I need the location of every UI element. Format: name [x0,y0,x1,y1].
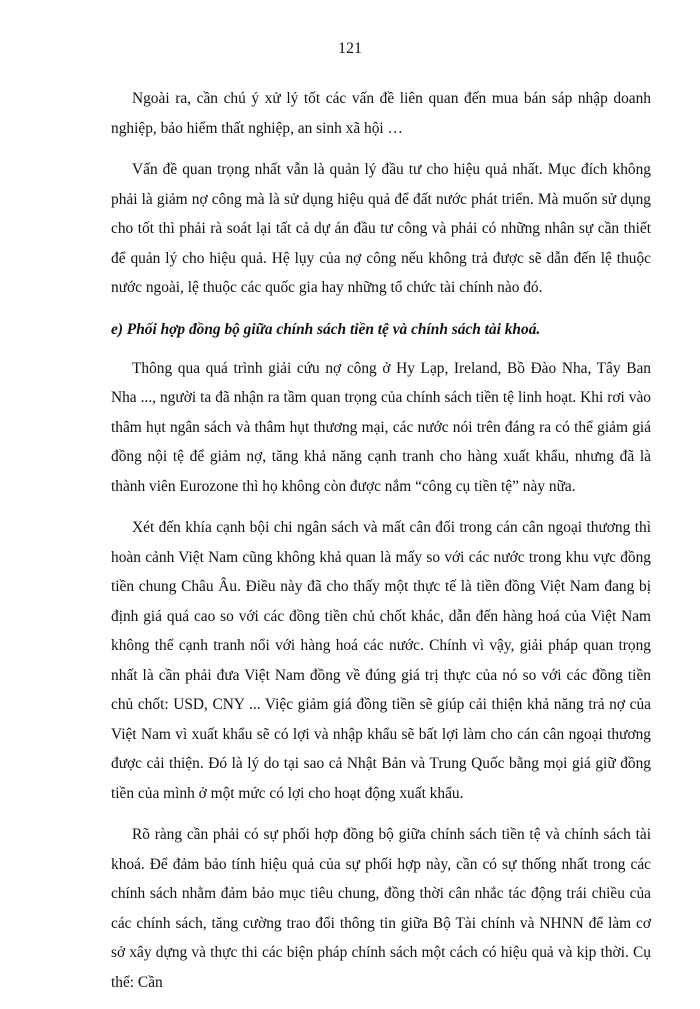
paragraph-additional-issues: Ngoài ra, cần chú ý xử lý tốt các vấn đề liên quan đến mua bán sáp nhập doanh nghiệp, bảo hiểm thất nghiệp, an sinh xã hội … [111,90,651,137]
section-heading-e: e) Phối hợp đồng bộ giữa chính sách tiền tệ và chính sách tài khoá. [111,320,541,338]
paragraph-vietnam-currency: Xét đến khía cạnh bội chi ngân sách và mất cân đối trong cán cân ngoại thương thì hoàn cảnh Việt Nam cũng không khả quan là mấy so với các nước trong khu vực đồng tiền chung Châu Âu. Điều này đã cho thấy một thực tế là tiền đồng Việt Nam đang bị định giá quá cao so với các đồng tiền chủ chốt khác, dẫn đến hàng hoá của Việt Nam không thể cạnh tranh nổi với hàng hoá các nước. Chính vì vậy, giải pháp quan trọng nhất là cần phải đưa Việt Nam đồng về đúng giá trị thực của nó so với các đồng tiền chủ chốt: USD, CNY ... Việc giảm giá đồng tiền sẽ giúp cải thiện khả năng trả nợ của Việt Nam vì xuất khẩu sẽ có lợi và nhập khẩu sẽ bất lợi làm cho cán cân ngoại thương được cải thiện. Đó là lý do tại sao cả Nhật Bản và Trung Quốc bằng mọi giá giữ đồng tiền của mình ở một mức có lợi cho hoạt động xuất khẩu. [111,519,651,802]
page-number: 121 [338,40,362,57]
paragraph-debt-rescue-lessons: Thông qua quá trình giải cứu nợ công ở Hy Lạp, Ireland, Bồ Đào Nha, Tây Ban Nha ..., người ta đã nhận ra tầm quan trọng của chính sách tiền tệ linh hoạt. Khi rơi vào thâm hụt ngân sách và thâm hụt thương mại, các nước nói trên đáng ra có thể giảm giá đồng nội tệ để giảm nợ, tăng khả năng cạnh tranh cho hàng xuất khẩu, nhưng đã là thành viên Eurozone thì họ không còn được nắm “công cụ tiền tệ” này nữa. [111,359,651,495]
paragraph-investment-management: Vấn đề quan trọng nhất vẫn là quản lý đầu tư cho hiệu quả nhất. Mục đích không phải là giảm nợ công mà là sử dụng hiệu quả để đất nước phát triển. Mà muốn sử dụng cho tốt thì phải rà soát lại tất cả dự án đầu tư công và phải có những nhân sự cần thiết để quản lý cho hiệu quả. Hệ lụy của nợ công nếu không trả được sẽ dẫn đến lệ thuộc nước ngoài, lệ thuộc các quốc gia hay những tổ chức tài chính nào đó. [111,161,651,296]
paragraph-policy-coordination: Rõ ràng cần phải có sự phối hợp đồng bộ giữa chính sách tiền tệ và chính sách tài khoá. Để đảm bảo tính hiệu quả của sự phối hợp này, cần có sự thống nhất trong các chính sách nhằm đảm bảo mục tiêu chung, đồng thời cân nhắc tác động trái chiều của các chính sách, tăng cường trao đổi thông tin giữa Bộ Tài chính và NHNN để làm cơ sở xây dựng và thực thi các biện pháp chính sách một cách có hiệu quả và kịp thời. Cụ thể: Cần [111,826,651,991]
document-body [111,84,651,1009]
